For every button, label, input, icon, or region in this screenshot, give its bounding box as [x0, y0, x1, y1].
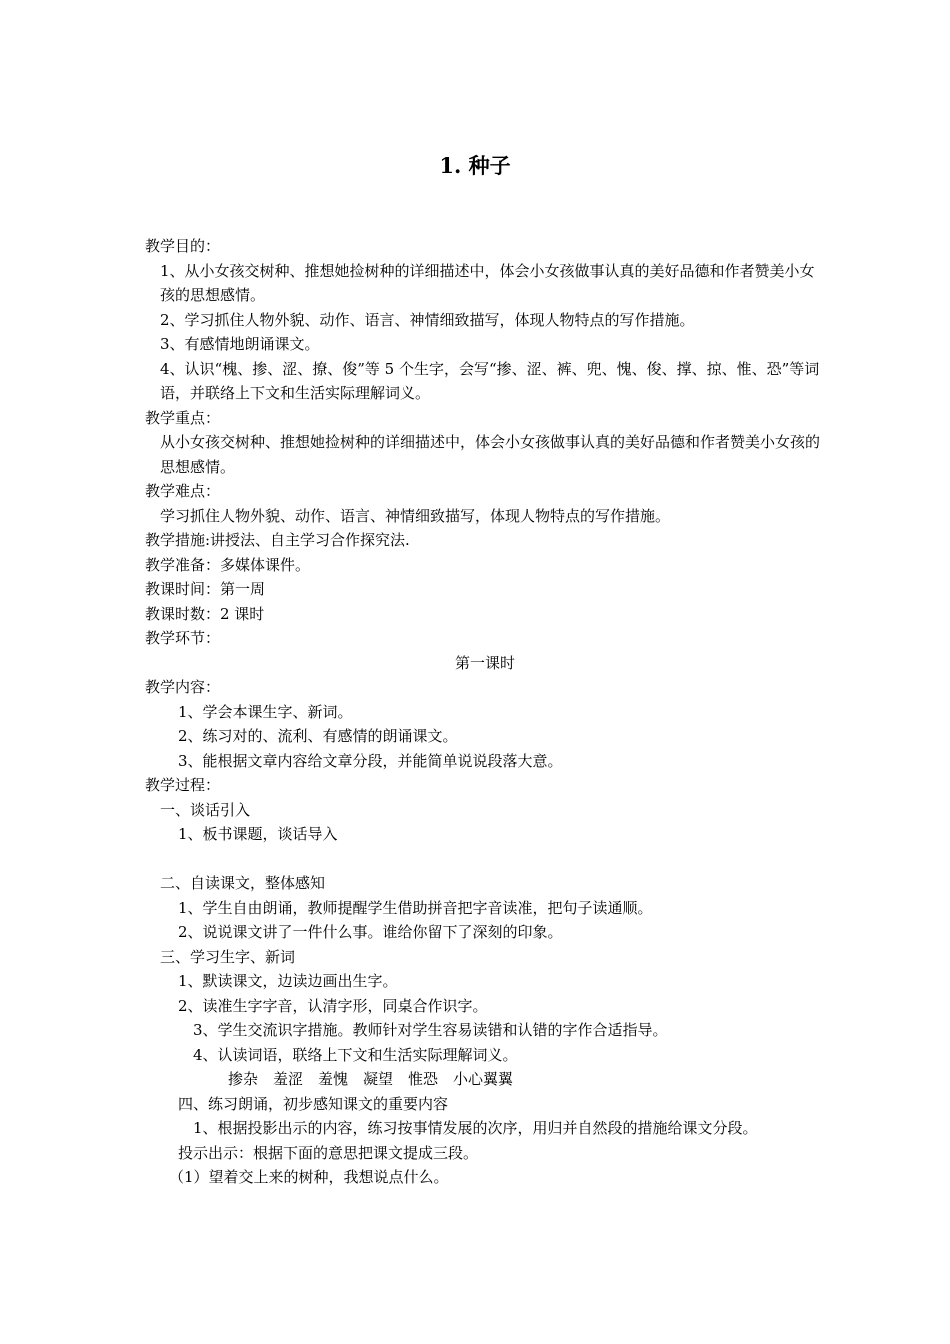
step-heading: 三、学习生字、新词 — [160, 947, 296, 966]
paragraph: 从小女孩交树种、推想她捡树种的详细描述中，体会小女孩做事认真的美好品德和作者赞美小女孩的思想感情。 — [160, 433, 821, 476]
paragraph: 2、学习抓住人物外貌、动作、语言、神情细致描写，体现人物特点的写作措施。 — [160, 310, 695, 329]
paragraph: 投示出示：根据下面的意思把课文提成三段。 — [178, 1143, 479, 1162]
paragraph: 4、认识“槐、掺、涩、撩、俊”等 5 个生字，会写“掺、涩、裤、兜、愧、俊、撑、掠、惟、恐”等词语，并联络上下文和生活实际理解词义。 — [160, 359, 820, 402]
section-heading: 教学内容： — [145, 678, 221, 696]
paragraph: 3、有感情地朗诵课文。 — [160, 335, 320, 353]
list-item: 1、根据投影出示的内容，练习按事情发展的次序，用归并自然段的措施给课文分段。 — [193, 1119, 758, 1137]
step-heading: 四、练习朗诵，初步感知课文的重要内容 — [178, 1094, 449, 1113]
paragraph: 学习抓住人物外貌、动作、语言、神情细致描写，体现人物特点的写作措施。 — [160, 506, 671, 525]
list-item: 1、板书课题，谈话导入 — [178, 825, 338, 843]
document-title: 1. 种子 — [439, 153, 511, 178]
section-heading: 教学环节： — [145, 629, 221, 647]
list-item: 1、学生自由朗诵，教师提醒学生借助拼音把字音读准，把句子读通顺。 — [178, 898, 653, 917]
document-body — [145, 234, 825, 1190]
list-item: 3、学生交流识字措施。教师针对学生容易读错和认错的字作合适指导。 — [193, 1021, 668, 1039]
lesson-heading: 第一课时 — [454, 653, 515, 672]
section-heading: 教学过程： — [145, 776, 221, 794]
list-item: （1）望着交上来的树种，我想说点什么。 — [169, 1168, 449, 1186]
list-item: 2、练习对的、流利、有感情的朗诵课文。 — [178, 727, 458, 745]
paragraph: 教学准备：多媒体课件。 — [145, 555, 311, 574]
list-item: 2、读准生字字音，认清字形，同桌合作识字。 — [178, 996, 488, 1015]
section-heading: 教学难点： — [145, 482, 221, 500]
step-heading: 二、自读课文，整体感知 — [160, 874, 326, 892]
blank-line — [145, 847, 825, 872]
list-item: 1、学会本课生字、新词。 — [178, 702, 353, 721]
vocabulary-list: 掺杂 羞涩 羞愧 凝望 惟恐 小心翼翼 — [228, 1070, 514, 1088]
list-item: 4、认读词语，联络上下文和生活实际理解词义。 — [193, 1045, 518, 1064]
paragraph: 教课时间：第一周 — [145, 580, 266, 598]
paragraph: 1、从小女孩交树种、推想她捡树种的详细描述中，体会小女孩做事认真的美好品德和作者赞美小女孩的思想感情。 — [160, 261, 815, 304]
paragraph: 教学措施:讲授法、自主学习合作探究法. — [145, 531, 410, 549]
list-item: 2、说说课文讲了一件什么事。谁给你留下了深刻的印象。 — [178, 923, 563, 941]
list-item: 3、能根据文章内容给文章分段，并能简单说说段落大意。 — [178, 751, 563, 770]
section-heading: 教学目的： — [145, 237, 221, 255]
paragraph: 教课时数：2 课时 — [145, 604, 265, 623]
list-item: 1、默读课文，边读边画出生字。 — [178, 972, 398, 990]
step-heading: 一、谈话引入 — [160, 800, 251, 819]
section-heading: 教学重点： — [145, 408, 221, 427]
